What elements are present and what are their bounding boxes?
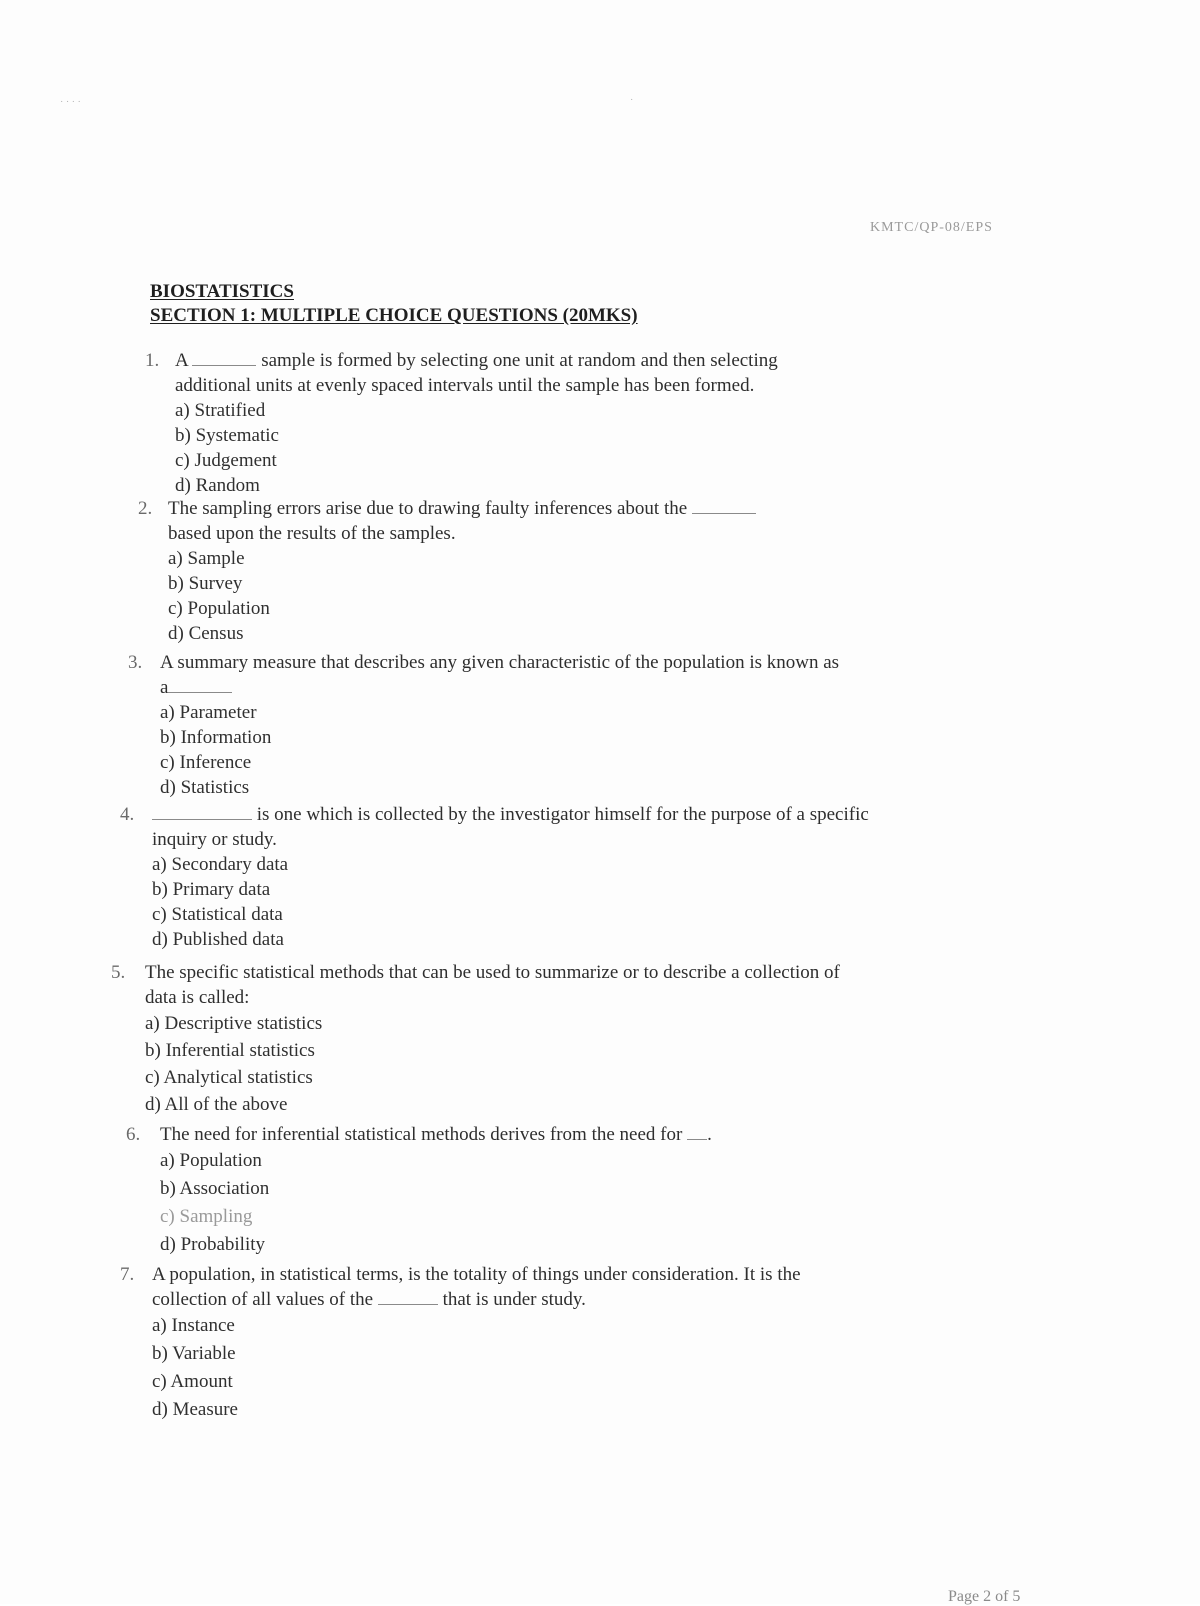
question-text: is one which is collected by the investigator himself for the purpose of a specific xyxy=(152,802,869,827)
answer-blank xyxy=(378,1303,438,1305)
option-a: a) Instance xyxy=(152,1315,235,1336)
question-number: 2. xyxy=(138,498,153,519)
option-b: b) Inferential statistics xyxy=(145,1040,315,1061)
question-text-line2: based upon the results of the samples. xyxy=(168,523,456,544)
question-number: 4. xyxy=(120,804,135,825)
exam-heading xyxy=(150,280,638,328)
option-d: d) Statistics xyxy=(160,777,250,798)
question-4 xyxy=(120,802,869,952)
option-b: b) Survey xyxy=(168,573,243,594)
question-text-line2: a xyxy=(160,675,839,700)
option-c: c) Inference xyxy=(160,752,252,773)
option-a: a) Secondary data xyxy=(152,854,289,875)
question-text: A summary measure that describes any given characteristic of the population is known as xyxy=(160,652,840,673)
question-5 xyxy=(111,960,840,1118)
option-c: c) Statistical data xyxy=(152,904,283,925)
option-a: a) Parameter xyxy=(160,702,257,723)
option-b: b) Variable xyxy=(152,1343,236,1364)
question-text: The need for inferential statistical methods derives from the need for . xyxy=(160,1124,712,1145)
scan-speck: ˙ xyxy=(630,98,634,109)
option-d: d) Random xyxy=(175,475,260,496)
option-d: d) Measure xyxy=(152,1399,238,1420)
option-d: d) All of the above xyxy=(145,1094,288,1115)
question-text: A sample is formed by selecting one unit at random and then selecting xyxy=(175,350,778,371)
subject-title: BIOSTATISTICS xyxy=(150,281,294,302)
answer-blank xyxy=(152,818,252,820)
question-2 xyxy=(138,496,756,646)
page-number-label: Page 2 of 5 xyxy=(948,1588,1021,1605)
question-6 xyxy=(126,1122,712,1259)
scan-speck: ˙ ˙ ˙ ˙ xyxy=(60,100,81,111)
question-text: A population, in statistical terms, is the totality of things under consideration. It is the xyxy=(152,1264,801,1285)
option-a: a) Population xyxy=(160,1150,262,1171)
answer-blank xyxy=(687,1138,707,1140)
question-3 xyxy=(128,650,840,800)
question-text: The sampling errors arise due to drawing faulty inferences about the xyxy=(168,496,756,521)
answer-blank xyxy=(192,364,256,366)
option-c: c) Sampling xyxy=(160,1206,253,1227)
question-1 xyxy=(145,348,778,498)
option-c: c) Population xyxy=(168,598,270,619)
option-d: d) Probability xyxy=(160,1234,266,1255)
question-number: 3. xyxy=(128,652,143,673)
answer-blank xyxy=(692,512,756,514)
option-a: a) Sample xyxy=(168,548,245,569)
option-c: c) Analytical statistics xyxy=(145,1067,313,1088)
question-text-line2: collection of all values of the that is under study. xyxy=(152,1289,586,1310)
question-text: The specific statistical methods that can be used to summarize or to describe a collection of xyxy=(145,962,840,983)
document-reference-code: KMTC/QP-08/EPS xyxy=(870,220,993,235)
section-title: SECTION 1: MULTIPLE CHOICE QUESTIONS (20MKS) xyxy=(150,305,638,326)
option-a: a) Descriptive statistics xyxy=(145,1013,323,1034)
question-number: 7. xyxy=(120,1264,135,1285)
option-b: b) Systematic xyxy=(175,425,279,446)
option-b: b) Information xyxy=(160,727,272,748)
question-text-line2: inquiry or study. xyxy=(152,829,277,850)
question-text-line2: data is called: xyxy=(145,987,250,1008)
option-d: d) Published data xyxy=(152,929,284,950)
question-number: 1. xyxy=(145,350,160,371)
option-c: c) Judgement xyxy=(175,450,277,471)
question-7 xyxy=(120,1262,801,1424)
option-b: b) Primary data xyxy=(152,879,271,900)
option-a: a) Stratified xyxy=(175,400,266,421)
option-c: c) Amount xyxy=(152,1371,233,1392)
answer-blank xyxy=(168,691,232,693)
option-b: b) Association xyxy=(160,1178,270,1199)
question-number: 5. xyxy=(111,962,126,983)
question-number: 6. xyxy=(126,1124,141,1145)
option-d: d) Census xyxy=(168,623,244,644)
question-text-line2: additional units at evenly spaced intervals until the sample has been formed. xyxy=(175,375,755,396)
